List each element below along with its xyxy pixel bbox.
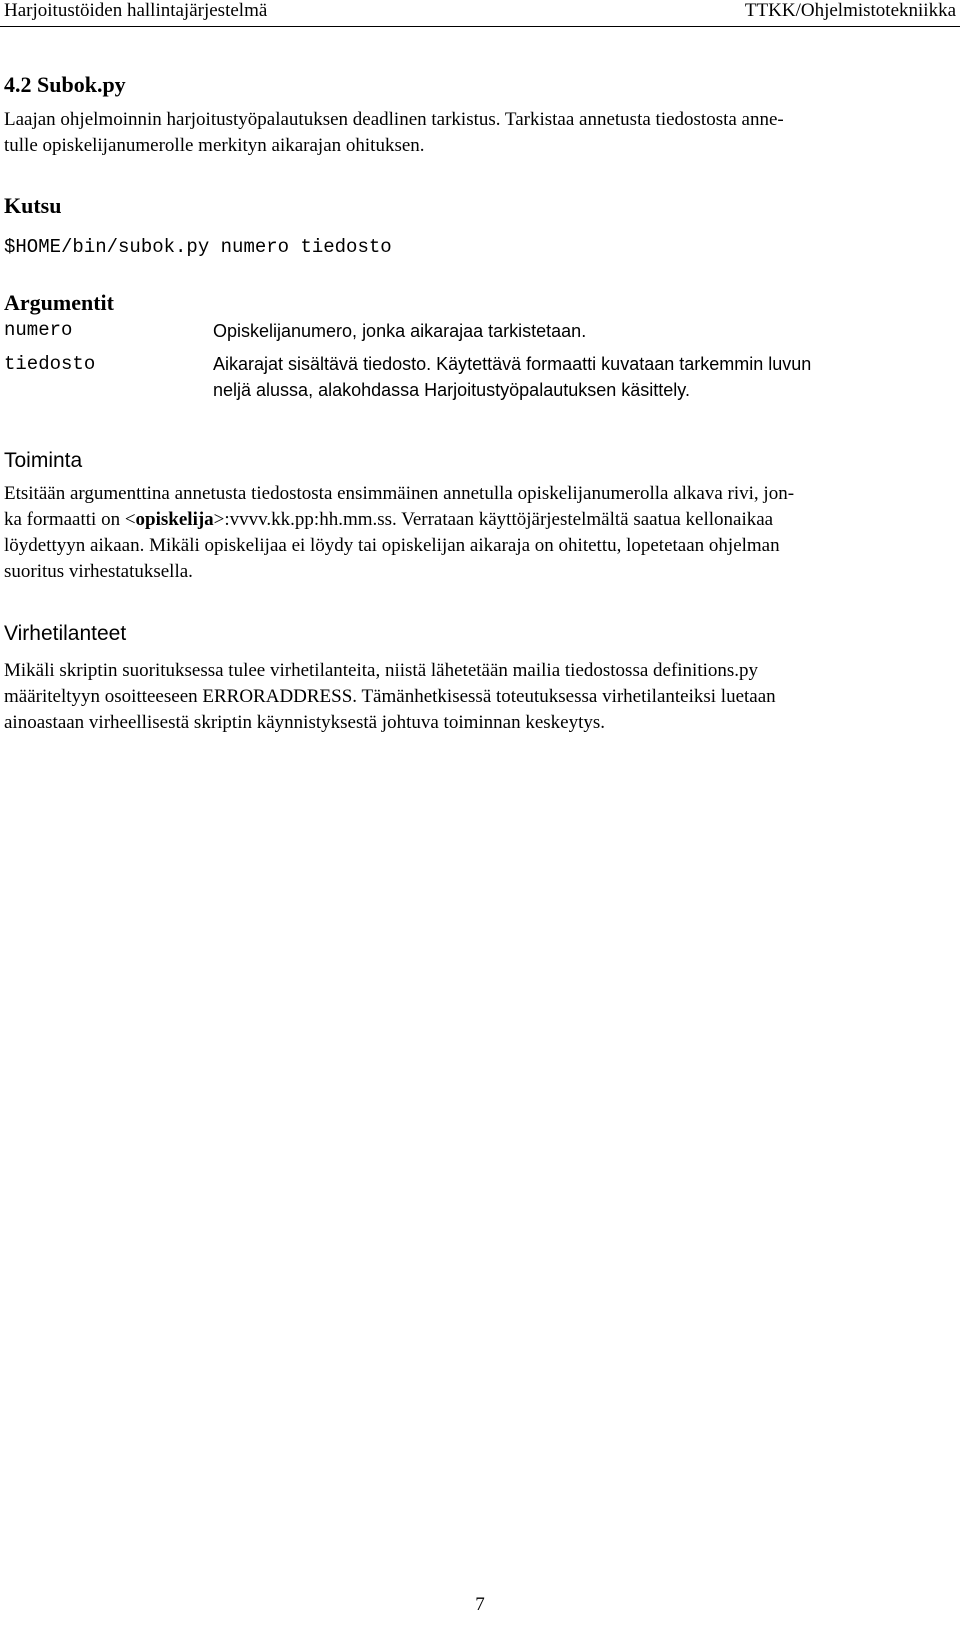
toiminta-line-2-post: >:vvvv.kk.pp:hh.mm.ss. Verrataan käyttöjärjestelmältä saatua kellonaikaa [213, 509, 774, 530]
arg-desc-line: Aikarajat sisältävä tiedosto. Käytettävä formaatti kuvataan tarkemmin luvun [213, 354, 812, 374]
virhetilanteet-heading: Virhetilanteet [4, 622, 127, 645]
toiminta-line-2-pre: ka formaatti on < [4, 509, 136, 530]
virhe-line-3: ainoastaan virheellisestä skriptin käynnistyksestä johtuva toiminnan keskeytys. [4, 712, 606, 733]
virhe-line-1: Mikäli skriptin suorituksessa tulee virhetilanteita, niistä lähetetään mailia tiedostossa definitions.py [4, 660, 759, 681]
arg-desc-line: Opiskelijanumero, jonka aikarajaa tarkistetaan. [213, 321, 587, 341]
argumentit-heading: Argumentit [4, 290, 114, 315]
toiminta-line-1: Etsitään argumenttina annetusta tiedostosta ensimmäinen annetulla opiskelijanumerolla alkava rivi, jon- [4, 483, 795, 504]
header-left-title: Harjoitustöiden hallintajärjestelmä [4, 0, 268, 21]
virhe-line-2: määriteltyyn osoitteeseen ERRORADDRESS. Tämänhetkisessä toteutuksessa virhetilanteiksi luetaan [4, 686, 776, 707]
section-title: 4.2 Subok.py [4, 72, 126, 97]
toiminta-paragraph [4, 481, 956, 585]
header-right-title: TTKK/Ohjelmistotekniikka [744, 0, 956, 21]
kutsu-heading: Kutsu [4, 193, 62, 218]
intro-line-1: Laajan ohjelmoinnin harjoitustyöpalautuksen deadlinen tarkistus. Tarkistaa annetusta tiedostosta anne- [4, 109, 784, 130]
intro-paragraph [4, 107, 956, 159]
toiminta-line-4: suoritus virhestatuksella. [4, 561, 193, 582]
header-rule [0, 26, 960, 27]
arg-desc-line: neljä alussa, alakohdassa Harjoitustyöpalautuksen käsittely. [213, 380, 690, 400]
arg-name-tiedosto: tiedosto [4, 353, 96, 375]
arg-desc-tiedosto [213, 351, 913, 403]
running-header [0, 0, 960, 26]
arg-desc-numero [213, 318, 913, 344]
page-number: 7 [475, 1594, 485, 1615]
toiminta-line-3: löydettyyn aikaan. Mikäli opiskelijaa ei löydy tai opiskelijan aikaraja on ohitettu, lopetetaan ohjelman [4, 535, 780, 556]
command-line: $HOME/bin/subok.py numero tiedosto [4, 236, 392, 258]
toiminta-line-2-bold: opiskelija [135, 509, 214, 530]
intro-line-2: tulle opiskelijanumerolle merkityn aikarajan ohituksen. [4, 135, 425, 156]
virhetilanteet-paragraph [4, 658, 956, 736]
toiminta-heading: Toiminta [4, 449, 83, 472]
arg-name-numero: numero [4, 319, 73, 341]
